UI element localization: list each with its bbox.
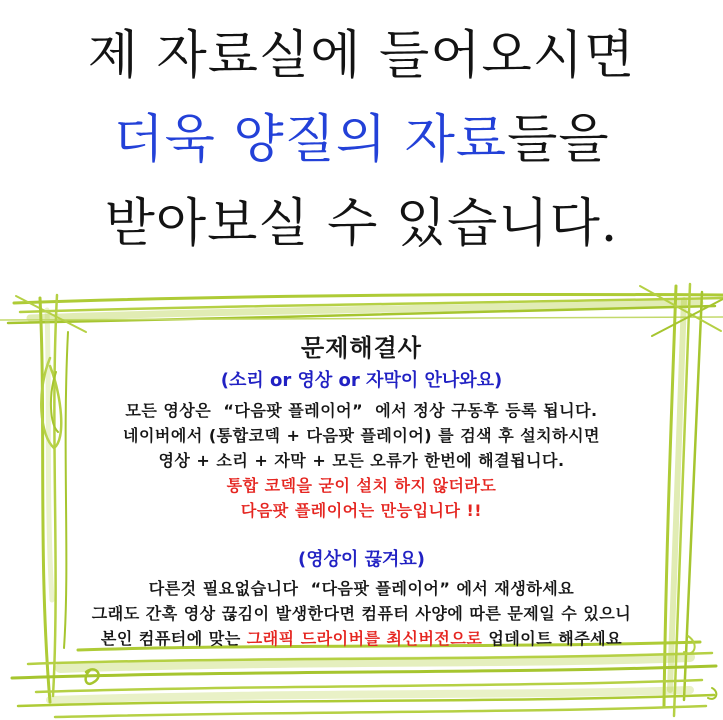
section2-line-1: 다른것 필요없습니다 “다음팟 플레이어” 에서 재생하세요 xyxy=(148,579,575,598)
section-video-stutter xyxy=(0,547,723,651)
header-line-2 xyxy=(0,98,723,182)
section1-heading: (소리 or 영상 or 자막이 안나와요) xyxy=(220,370,503,391)
header-line-2-rest: 들을 xyxy=(507,110,610,170)
section2-line-3-highlight: 그래픽 드라이버를 최신버전으로 xyxy=(246,629,483,648)
header-line-2-highlight: 더욱 양질의 자료 xyxy=(113,110,508,170)
section1-line-1: 모든 영상은 “다음팟 플레이어” 에서 정상 구동후 등록 됩니다. xyxy=(125,401,598,420)
section2-line-3-prefix: 본인 컴퓨터에 맞는 xyxy=(100,629,247,648)
section-no-sound-video-subtitle xyxy=(0,368,723,523)
section1-red-line-2: 다음팟 플레이어는 만능입니다 !! xyxy=(240,501,483,520)
header-text-block xyxy=(0,14,723,266)
section2-line-3 xyxy=(0,626,723,651)
troubleshooting-box xyxy=(0,336,723,651)
section1-red-line-1: 통합 코덱을 굳이 설치 하지 않더라도 xyxy=(226,476,497,495)
header-line-3: 받아보실 수 있습니다. xyxy=(104,194,619,254)
box-title: 문제해결사 xyxy=(301,334,422,362)
section1-line-2: 네이버에서 (통합코덱 + 다음팟 플레이어) 를 검색 후 설치하시면 xyxy=(123,426,600,445)
header-line-1: 제 자료실에 들어오시면 xyxy=(87,26,636,86)
section1-line-3: 영상 + 소리 + 자막 + 모든 오류가 한번에 해결됩니다. xyxy=(158,451,565,470)
section2-line-2: 그래도 간혹 영상 끊김이 발생한다면 컴퓨터 사양에 따른 문제일 수 있으니 xyxy=(91,604,632,623)
section2-line-3-suffix: 업데이트 해주세요 xyxy=(482,629,623,648)
section2-heading: (영상이 끊겨요) xyxy=(297,549,426,570)
